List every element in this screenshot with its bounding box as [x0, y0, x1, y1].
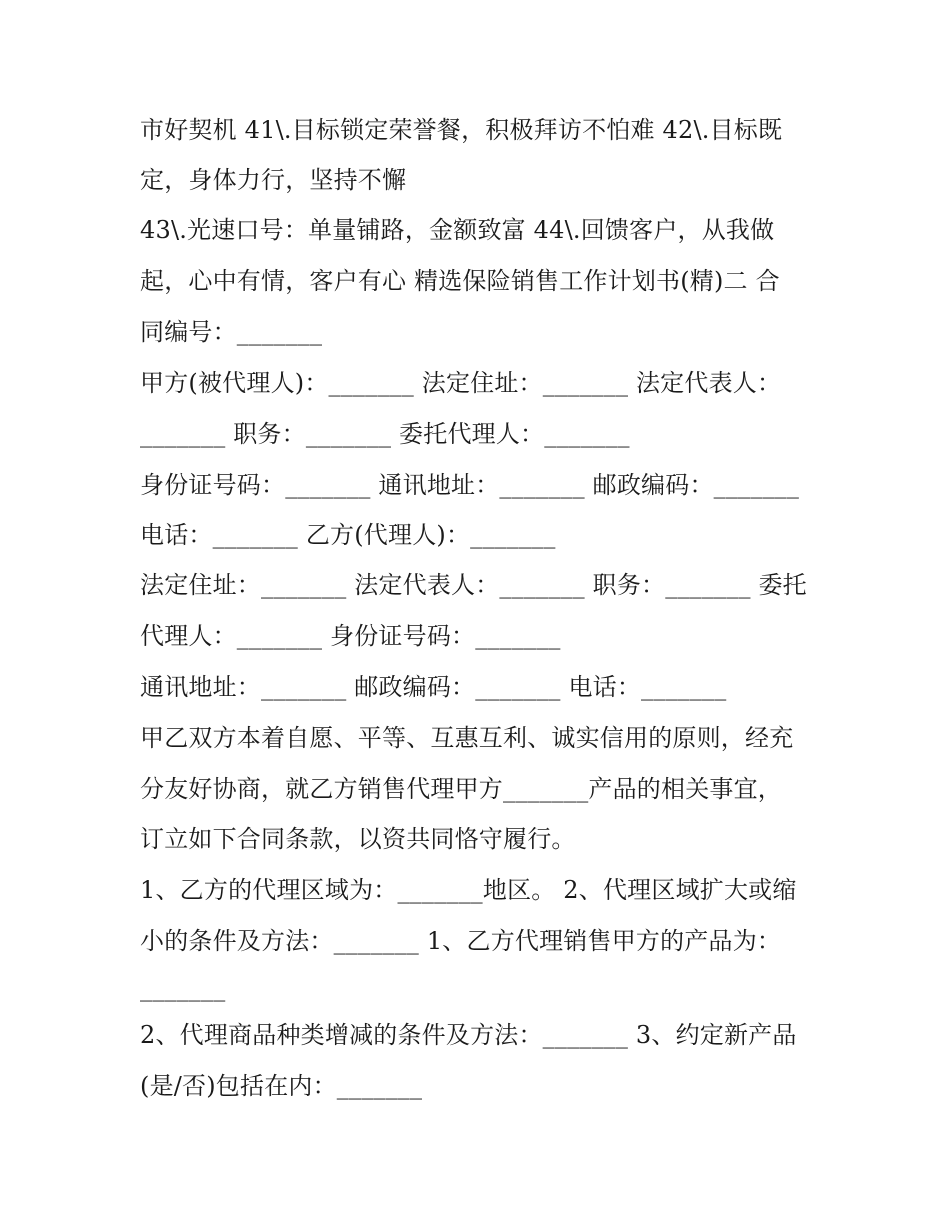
text-line: 甲方(被代理人)：_______ 法定住址：_______ 法定代表人：	[140, 369, 782, 397]
text-line: 市好契机 41\.目标锁定荣誉餐，积极拜访不怕难 42\.目标既	[140, 116, 783, 144]
text-line: (是/否)包括在内：_______	[140, 1072, 423, 1100]
text-line: 身份证号码：_______ 通讯地址：_______ 邮政编码：_______	[140, 471, 800, 499]
text-line: 1、乙方的代理区域为：_______地区。 2、代理区域扩大或缩	[140, 876, 797, 904]
text-line: 分友好协商，就乙方销售代理甲方_______产品的相关事宜，	[140, 775, 782, 803]
text-line: 同编号：_______	[140, 318, 323, 346]
text-line: 法定住址：_______ 法定代表人：_______ 职务：_______ 委托	[140, 571, 807, 599]
text-line: 小的条件及方法：_______ 1、乙方代理销售甲方的产品为：	[140, 927, 782, 955]
text-line: _______ 职务：_______ 委托代理人：_______	[140, 420, 630, 448]
text-line: 电话：_______ 乙方(代理人)：_______	[140, 521, 556, 549]
text-line: _______	[140, 974, 226, 1002]
text-line: 43\.光速口号：单量铺路，金额致富 44\.回馈客户，从我做	[140, 216, 775, 244]
text-line: 2、代理商品种类增减的条件及方法：_______ 3、约定新产品	[140, 1021, 797, 1049]
text-line: 订立如下合同条款，以资共同恪守履行。	[140, 825, 576, 853]
text-line: 定，身体力行，坚持不懈	[140, 166, 407, 194]
text-line: 甲乙双方本着自愿、平等、互惠互利、诚实信用的原则，经充	[140, 724, 794, 752]
text-line: 通讯地址：_______ 邮政编码：_______ 电话：_______	[140, 673, 727, 701]
text-line: 代理人：_______ 身份证号码：_______	[140, 622, 561, 650]
text-line: 起，心中有情，客户有心 精选保险销售工作计划书(精)二 合	[140, 267, 780, 295]
